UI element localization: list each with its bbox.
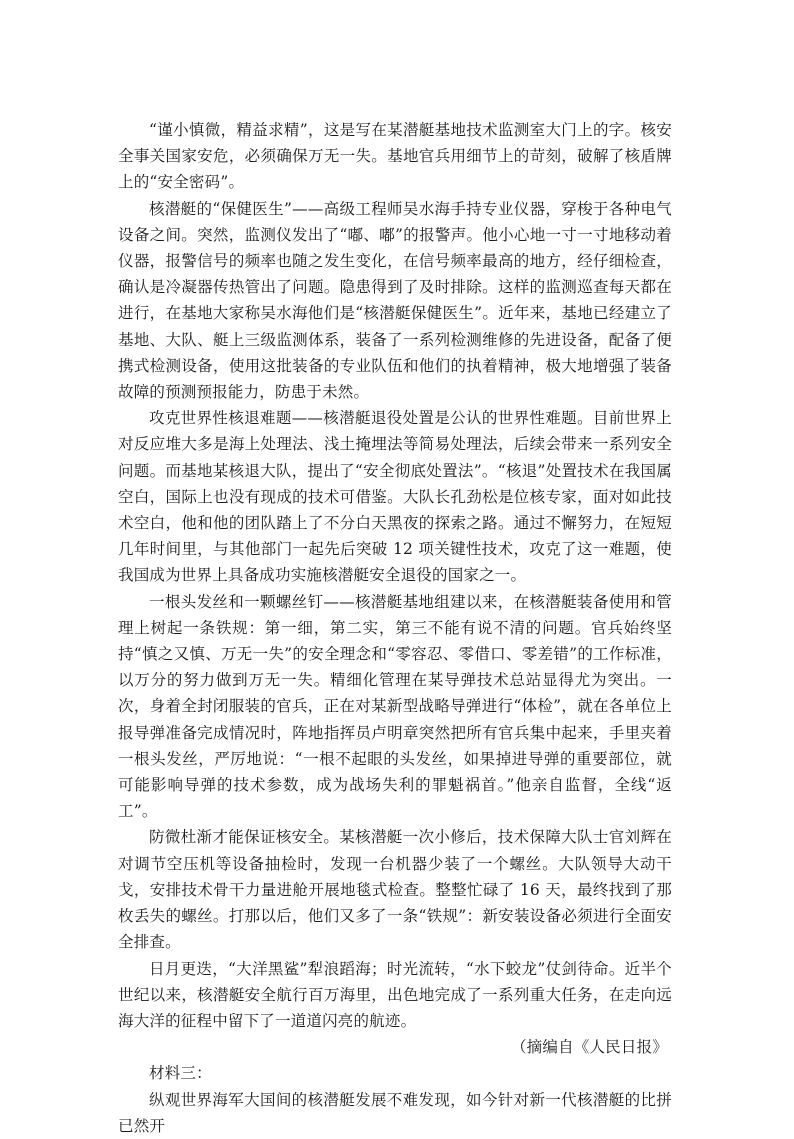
material-first-line: 纵观世界海军大国间的核潜艇发展不难发现，如今针对新一代核潜艇的比拼已然开 [118,1090,672,1135]
paragraph-5: 防微杜渐才能保证核安全。某核潜艇一次小修后，技术保障大队士官刘辉在对调节空压机等设备抽检时，发现一台机器少装了一个螺丝。大队领导大动干戈，安排技术骨干力量进舱开展地毯式检查。整整忙碌了 16 天，最终找到了那枚丢失的螺丝。打那以后，他们又多了一条“铁规”：新安装设备必须进行全面安全排查。 [118,828,672,952]
paragraph-6: 日月更迭，“大洋黑鲨”犁浪蹈海；时光流转，“水下蛟龙”仗剑待命。近半个世纪以来，核潜艇安全航行百万海里，出色地完成了一系列重大任务，在走向远海大洋的征程中留下了一道道闪亮的航迹。 [118,959,672,1030]
paragraph-1: “谨小慎微，精益求精”，这是写在某潜艇基地技术监测室大门上的字。核安全事关国家安危，必须确保万无一失。基地官兵用细节上的苛刻，破解了核盾牌上的“安全密码”。 [118,121,672,192]
paragraph-2: 核潜艇的“保健医生”——高级工程师吴水海手持专业仪器，穿梭于各种电气设备之间。突然，监测仪发出了“嘟、嘟”的报警声。他小心地一寸一寸地移动着仪器，报警信号的频率也随之发生变化，在信号频率最高的地方，经仔细检查，确认是冷凝器传热管出了问题。隐患得到了及时排除。这样的监测巡查每天都在进行，在基地大家称吴水海他们是“核潜艇保健医生”。近年来，基地已经建立了基地、大队、艇上三级监测体系，装备了一系列检测维修的先进设备，配备了便携式检测设备，使用这批装备的专业队伍和他们的执着精神，极大地增强了装备故障的预测预报能力，防患于未然。 [118,199,672,402]
source-citation: （摘编自《人民日报》 [510,1038,668,1057]
paragraph-3: 攻克世界性核退难题——核潜艇退役处置是公认的世界性难题。目前世界上对反应堆大多是海上处理法、浅土掩埋法等简易处理法，后续会带来一系列安全问题。而基地某核退大队，提出了“安全彻底处置法”。“核退”处置技术在我国属空白，国际上也没有现成的技术可借鉴。大队长孔劲松是位核专家，面对如此技术空白，他和他的团队踏上了不分白天黑夜的探索之路。通过不懈努力，在短短几年时间里，与其他部门一起先后突破 12 项关键性技术，攻克了这一难题，使我国成为世界上具备成功实施核潜艇安全退役的国家之一。 [118,409,672,585]
paragraph-4: 一根头发丝和一颗螺丝钉——核潜艇基地组建以来，在核潜艇装备使用和管理上树起一条铁规：第一细，第二实，第三不能有说不清的问题。官兵始终坚持“慎之又慎、万无一失”的安全理念和“零容忍、零借口、零差错”的工作标准，以万分的努力做到万无一失。精细化管理在某导弹技术总站显得尤为突出。一次，身着全封闭服装的官兵，正在对某新型战略导弹进行“体检”，就在各单位上报导弹准备完成情况时，阵地指挥员卢明章突然把所有官兵集中起来，手里夹着一根头发丝，严厉地说：“一根不起眼的头发丝，如果掉进导弹的重要部位，就可能影响导弹的技术参数，成为战场失利的罪魁祸首。”他亲自监督，全线“返工”。 [118,592,672,821]
material-heading: 材料三： [149,1064,212,1083]
article-body [118,117,672,1139]
